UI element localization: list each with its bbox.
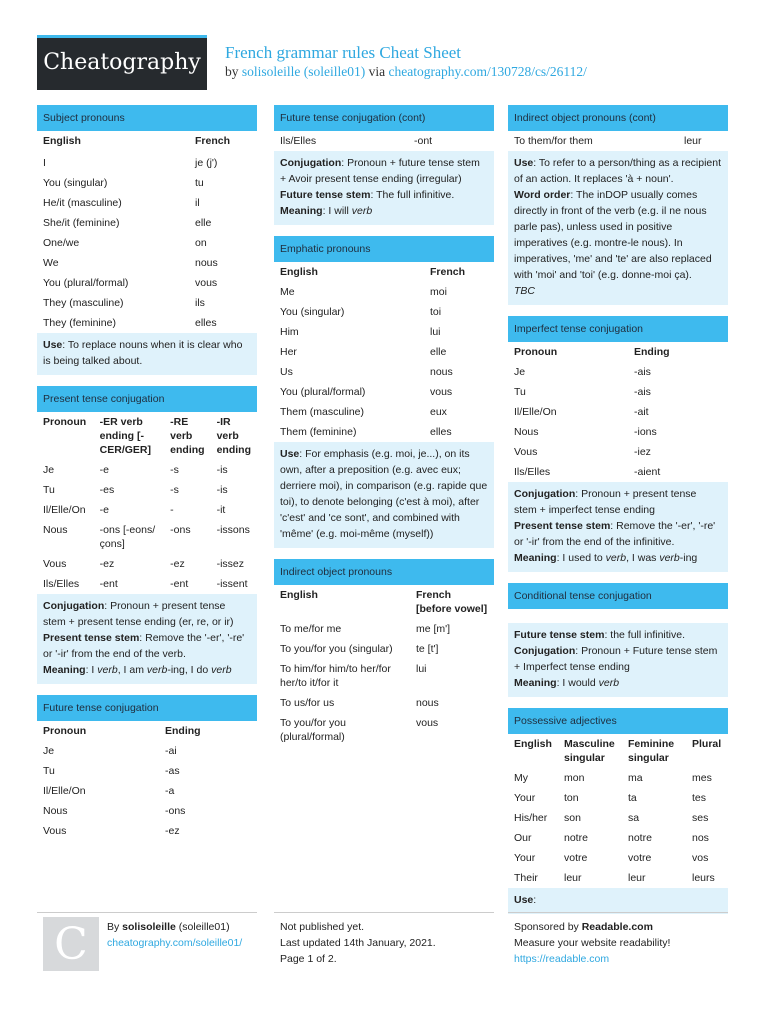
- cell: His/her: [514, 812, 548, 824]
- cell: -issent: [216, 578, 248, 590]
- cell: -s: [170, 464, 179, 476]
- cell: leur: [564, 872, 582, 884]
- cell: Vous: [514, 446, 538, 458]
- cell: -ent: [99, 578, 118, 590]
- indirect-object-cont-box: [508, 105, 728, 305]
- conjugation-note: Conjugation: Pronoun + present tense stem + present tense ending (er, re, or ir) Present tense stem: Remove the '-er', '-re' or '-ir' from the end of the verb. Meaning: I verb, I am verb-ing, I do verb: [37, 594, 257, 684]
- cell: Ils/Elles: [514, 466, 551, 478]
- cell: je (j'): [195, 157, 218, 169]
- sponsor-name: Readable.com: [581, 921, 653, 933]
- cell: ton: [564, 792, 579, 804]
- col-header: French: [430, 266, 466, 278]
- cell: You (singular): [43, 177, 108, 189]
- cell: te [t']: [416, 643, 439, 655]
- cell: ma: [628, 772, 643, 784]
- cell: nous: [416, 697, 439, 709]
- cell: -ions: [634, 426, 657, 438]
- cell: Him: [280, 326, 299, 338]
- subject-pronouns-table: [37, 131, 257, 333]
- box-title: Future tense conjugation (cont): [274, 105, 494, 131]
- cell: -ais: [634, 386, 651, 398]
- cell: To you/for you (singular): [280, 643, 393, 655]
- cell: tes: [692, 792, 707, 804]
- cell: moi: [430, 286, 447, 298]
- col-header: French [before vowel]: [416, 589, 488, 615]
- cell: -s: [170, 484, 179, 496]
- cell: leurs: [692, 872, 715, 884]
- future-tense-box: [37, 695, 257, 841]
- cell: We: [43, 257, 59, 269]
- cell: me [m']: [416, 623, 451, 635]
- indirect-cont-table: [508, 131, 728, 151]
- cell: Il/Elle/On: [43, 785, 86, 797]
- cell: son: [564, 812, 581, 824]
- conjugation-note: Conjugation: Pronoun + future tense stem + Avoir present tense ending (irregular) Future tense stem: The full infinitive. Meaning: I will verb: [274, 151, 494, 225]
- cell: To you/for you (plural/formal): [280, 717, 346, 743]
- column-1: [37, 105, 257, 852]
- cell: -ez: [99, 558, 115, 570]
- cell: Your: [514, 792, 536, 804]
- cell: -a: [165, 785, 175, 797]
- cell: -ont: [414, 135, 433, 147]
- cell: Je: [43, 464, 55, 476]
- cell: Her: [280, 346, 297, 358]
- footer-status: [274, 912, 494, 983]
- col-header: English: [43, 135, 81, 147]
- cell: She/it (feminine): [43, 217, 120, 229]
- cell: Ils/Elles: [43, 578, 80, 590]
- cell: notre: [564, 832, 588, 844]
- cell: You (plural/formal): [280, 386, 366, 398]
- cell: lui: [416, 663, 427, 675]
- cell: elle: [430, 346, 447, 358]
- cell: mes: [692, 772, 712, 784]
- use-note: Use: For emphasis (e.g. moi, je...), on its own, after a preposition (e.g. avec eux; derriere moi), in comparison (e.g. rapide que toi), to denote belonging (c'est à moi), after 'c'est' and 'ce sont', and combined with 'même' (e.g. moi-même (myself)): [274, 442, 494, 548]
- box-title: Possessive adjectives: [508, 708, 728, 734]
- cell: Il/Elle/On: [514, 406, 557, 418]
- cell: Them (feminine): [280, 426, 357, 438]
- cell: You (singular): [280, 306, 345, 318]
- author-link[interactable]: solisoleille (soleille01): [241, 64, 366, 79]
- cell: -ons [-eons/çons]: [99, 524, 156, 550]
- cell: Me: [280, 286, 295, 298]
- footer-author: By solisoleille (soleille01) cheatography.com/soleille01/: [37, 912, 257, 983]
- cell: -e: [99, 464, 110, 476]
- cell: -is: [216, 484, 228, 496]
- future-tense-cont-box: [274, 105, 494, 225]
- cell: -issez: [216, 558, 244, 570]
- cell: il: [195, 197, 200, 209]
- cell: on: [195, 237, 207, 249]
- conjugation-note: Conjugation: Pronoun + present tense stem + imperfect tense ending Present tense stem: Remove the '-er', '-re' or '-ir' from the end of the infinitive. Meaning: I used to verb, I was verb-ing: [508, 482, 728, 572]
- cell: vous: [416, 717, 439, 729]
- cell: -issons: [216, 524, 250, 536]
- column-3: [508, 105, 728, 925]
- cell: Je: [43, 745, 55, 757]
- cell: votre: [628, 852, 652, 864]
- cell: vous: [430, 386, 453, 398]
- box-title: Future tense conjugation: [37, 695, 257, 721]
- cell: They (masculine): [43, 297, 124, 309]
- sponsor-link[interactable]: https://readable.com: [514, 953, 610, 965]
- box-title: Indirect object pronouns (cont): [508, 105, 728, 131]
- future-cont-table: [274, 131, 494, 151]
- cell: Their: [514, 872, 538, 884]
- use-note: Use:: [508, 888, 728, 914]
- cell: -ez: [165, 825, 180, 837]
- imperfect-table: [508, 342, 728, 482]
- cell: I: [43, 157, 46, 169]
- cell: To them/for them: [514, 135, 593, 147]
- cell: -ai: [165, 745, 177, 757]
- cell: Vous: [43, 558, 67, 570]
- indirect-table: [274, 585, 494, 747]
- cell: -e: [99, 504, 110, 516]
- possessive-adjectives-box: [508, 708, 728, 914]
- page-number: Page 1 of 2.: [280, 953, 337, 965]
- emphatic-table: [274, 262, 494, 442]
- box-title: Emphatic pronouns: [274, 236, 494, 262]
- cell: toi: [430, 306, 442, 318]
- col-header: French: [195, 135, 231, 147]
- col-header: -ER verb ending [-CER/GER]: [99, 416, 152, 456]
- cell: -as: [165, 765, 180, 777]
- col-header: -IR verb ending: [216, 416, 251, 456]
- cell: -it: [216, 504, 226, 516]
- sponsor-tagline: Measure your website readability!: [514, 937, 671, 949]
- cell: -ent: [170, 578, 189, 590]
- cell: Ils/Elles: [280, 135, 317, 147]
- cell: -ais: [634, 366, 651, 378]
- subject-pronouns-box: [37, 105, 257, 375]
- cell: Nous: [43, 805, 68, 817]
- cell: elles: [195, 317, 217, 329]
- cell: ta: [628, 792, 637, 804]
- box-title: Indirect object pronouns: [274, 559, 494, 585]
- col-header: Pronoun: [43, 725, 87, 737]
- cell: Il/Elle/On: [43, 504, 86, 516]
- cell: My: [514, 772, 528, 784]
- by-text: by: [225, 64, 239, 79]
- published-status: Not published yet.: [280, 921, 365, 933]
- col-header: Pronoun: [43, 416, 87, 428]
- author-profile-link[interactable]: cheatography.com/soleille01/: [107, 937, 243, 949]
- logo-text: Cheatography: [43, 50, 201, 75]
- col-header: English: [280, 266, 318, 278]
- present-tense-table: [37, 412, 257, 594]
- cell: nous: [430, 366, 453, 378]
- cell: Je: [514, 366, 526, 378]
- conditional-tense-box: [508, 583, 728, 697]
- cell: lui: [430, 326, 441, 338]
- box-title: Conditional tense conjugation: [508, 583, 728, 609]
- col-header: Ending: [165, 725, 201, 737]
- sheet-url-link[interactable]: cheatography.com/130728/cs/26112/: [388, 64, 587, 79]
- cell: To him/for him/to her/for her/to it/for it: [280, 663, 391, 689]
- cell: He/it (masculine): [43, 197, 122, 209]
- last-updated: Last updated 14th January, 2021.: [280, 937, 436, 949]
- cell: -aient: [634, 466, 661, 478]
- cell: elle: [195, 217, 212, 229]
- cell: tu: [195, 177, 204, 189]
- cell: nous: [195, 257, 218, 269]
- use-note: Use: To replace nouns when it is clear who is being talked about.: [37, 333, 257, 375]
- cell: Us: [280, 366, 293, 378]
- cell: Tu: [43, 484, 55, 496]
- cell: One/we: [43, 237, 80, 249]
- cell: mon: [564, 772, 585, 784]
- via-text: via: [368, 64, 386, 79]
- page-title: French grammar rules Cheat Sheet: [225, 43, 462, 62]
- col-header: English: [280, 589, 318, 601]
- box-title: Present tense conjugation: [37, 386, 257, 412]
- cell: Them (masculine): [280, 406, 365, 418]
- cell: -is: [216, 464, 228, 476]
- cell: elles: [430, 426, 452, 438]
- present-tense-box: [37, 386, 257, 684]
- emphatic-pronouns-box: [274, 236, 494, 548]
- cell: sa: [628, 812, 640, 824]
- tbc-text: TBC: [514, 285, 535, 297]
- cell: ses: [692, 812, 709, 824]
- cell: Nous: [43, 524, 68, 536]
- col-header: -RE verb ending: [170, 416, 205, 456]
- col-header: Ending: [634, 346, 670, 358]
- footer-sponsor: Sponsored by Readable.com Measure your website readability! https://readable.com: [508, 912, 728, 983]
- cell: ils: [195, 297, 205, 309]
- cell: Your: [514, 852, 536, 864]
- cell: Vous: [43, 825, 67, 837]
- cell: To us/for us: [280, 697, 335, 709]
- cell: notre: [628, 832, 652, 844]
- cheatography-logo[interactable]: [37, 35, 207, 90]
- cell: vos: [692, 852, 709, 864]
- cell: -es: [99, 484, 115, 496]
- cell: Tu: [514, 386, 526, 398]
- cell: To me/for me: [280, 623, 342, 635]
- author-avatar[interactable]: C: [43, 917, 99, 971]
- cell: leur: [684, 135, 702, 147]
- box-title: Subject pronouns: [37, 105, 257, 131]
- byline: [225, 64, 587, 80]
- box-title: Imperfect tense conjugation: [508, 316, 728, 342]
- author-name: solisoleille: [122, 921, 176, 933]
- cell: -ez: [170, 558, 185, 570]
- cell: leur: [628, 872, 646, 884]
- cell: nos: [692, 832, 709, 844]
- cell: -ons: [170, 524, 191, 536]
- possessive-table: [508, 734, 728, 888]
- cell: vous: [195, 277, 218, 289]
- cell: eux: [430, 406, 447, 418]
- future-tense-table: [37, 721, 257, 841]
- col-header: Masculine singular: [564, 738, 615, 764]
- col-header: Feminine singular: [628, 738, 675, 764]
- col-header: Plural: [692, 738, 722, 750]
- column-2: [274, 105, 494, 758]
- col-header: English: [514, 738, 552, 750]
- cell: Tu: [43, 765, 55, 777]
- cell: Nous: [514, 426, 539, 438]
- cell: You (plural/formal): [43, 277, 129, 289]
- imperfect-tense-box: [508, 316, 728, 572]
- cell: votre: [564, 852, 588, 864]
- use-note: Use: To refer to a person/thing as a recipient of an action. It replaces 'à + noun'. Word order: The inDOP usually comes directly in front of the verb (e.g. il ne nous parle pas), unless used in positive imperatives (e.g. montre-le nous). In imperatives, 'me' and 'te' are also replaced with 'moi' and 'toi' (e.g. donne-moi ça). TBC: [508, 151, 728, 305]
- col-header: Pronoun: [514, 346, 558, 358]
- cell: -ons: [165, 805, 186, 817]
- cell: They (feminine): [43, 317, 116, 329]
- cell: -ait: [634, 406, 649, 418]
- cell: Our: [514, 832, 532, 844]
- indirect-object-box: [274, 559, 494, 747]
- cell: -: [170, 504, 174, 516]
- conjugation-note: Future tense stem: the full infinitive. Conjugation: Pronoun + Future tense stem + Imperfect tense ending Meaning: I would verb: [508, 623, 728, 697]
- cell: -iez: [634, 446, 651, 458]
